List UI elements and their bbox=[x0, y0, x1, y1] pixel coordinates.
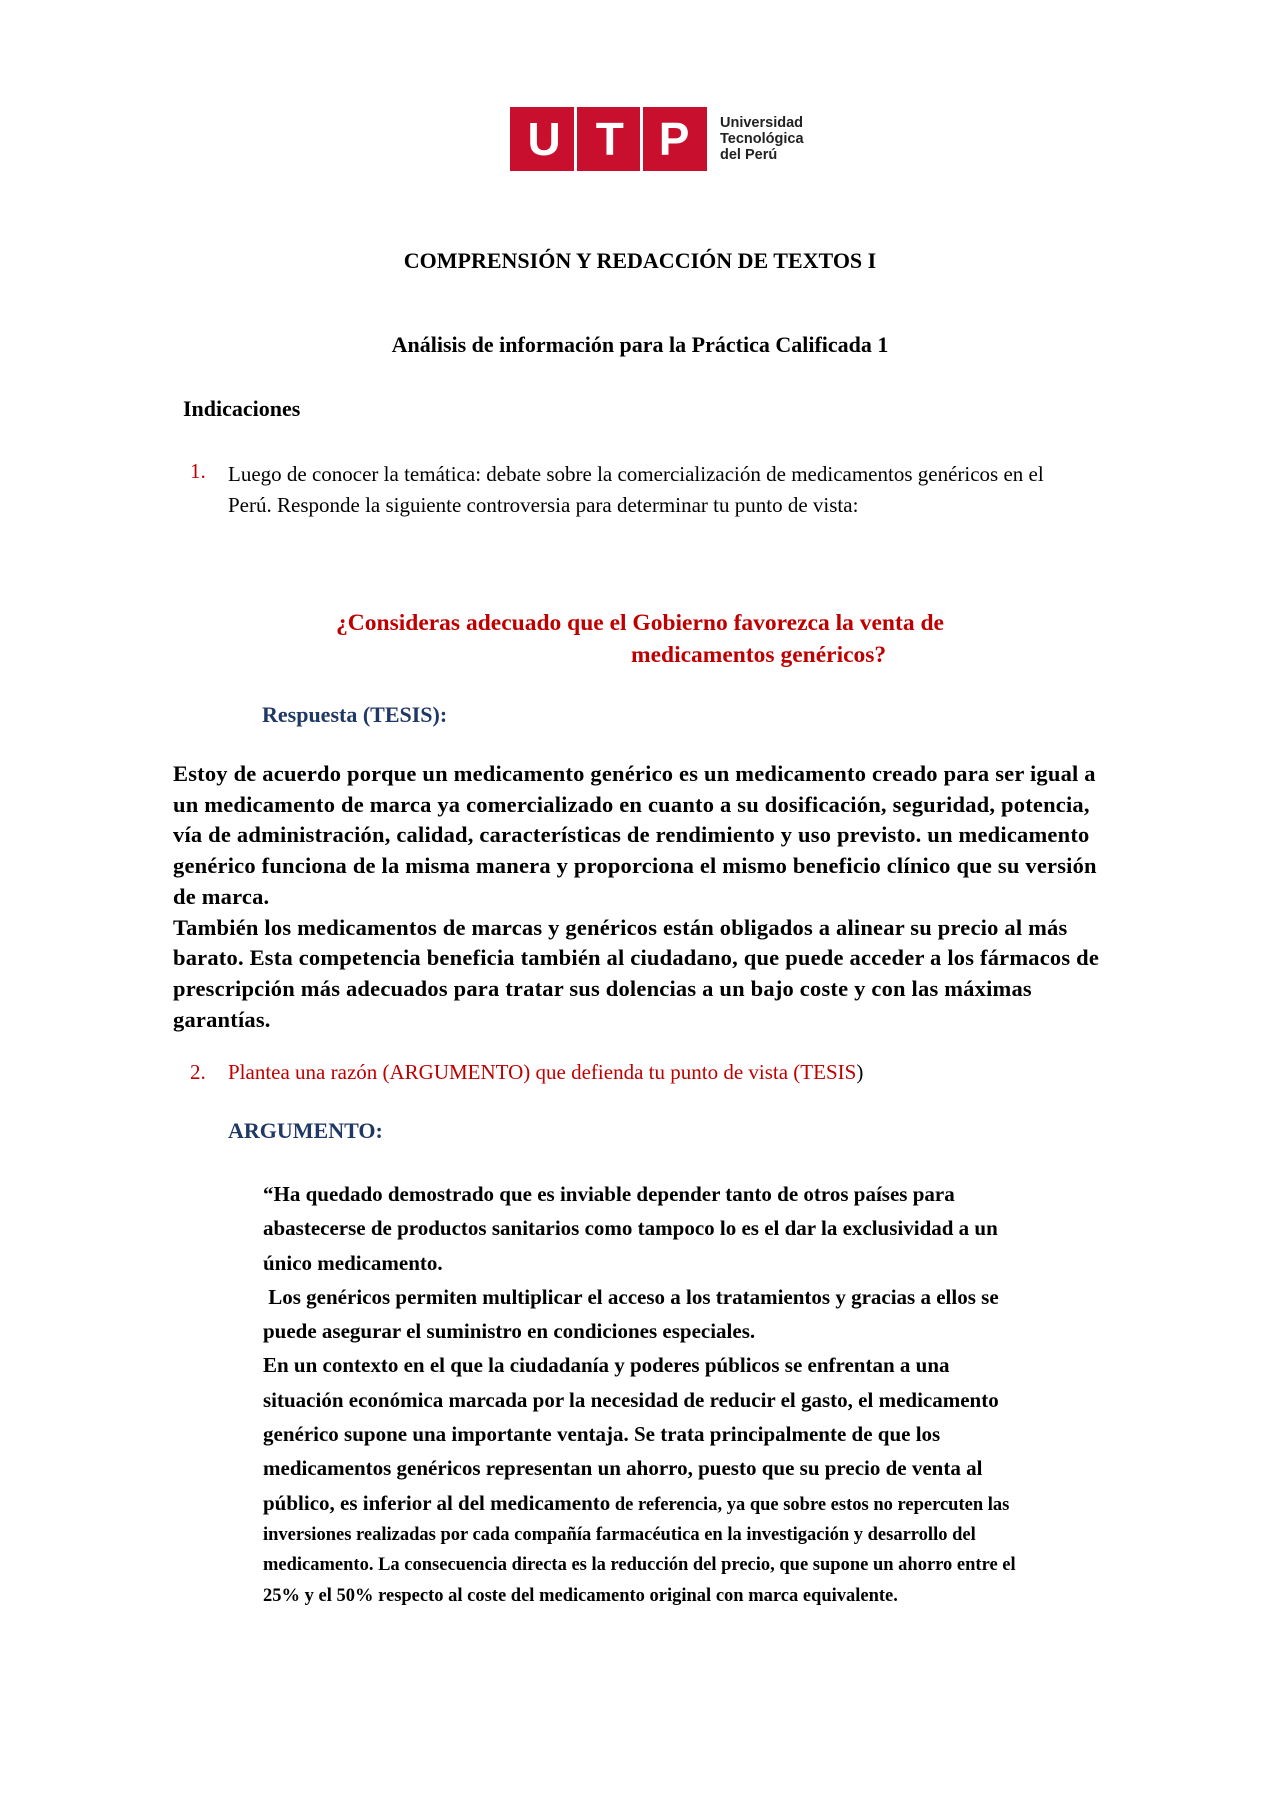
logo-separator bbox=[574, 107, 577, 171]
logo-text bbox=[720, 115, 804, 163]
logo-text-line: del Perú bbox=[720, 147, 778, 163]
logo-letter-u: U bbox=[527, 113, 561, 165]
list-number-2: 2. bbox=[190, 1060, 206, 1084]
list-item-1-text: Luego de conocer la temática: debate sobre la comercialización de medicamentos genéricos en el Perú. Responde la siguiente controversia para determinar tu punto de vista: bbox=[228, 462, 1044, 517]
argument-paragraph-tail: de referencia, ya que sobre estos no repercuten las inversiones realizadas por cada compañía farmacéutica en la investigación y desarrollo del medicamento. La consecuencia directa es la reducción del precio, que supone un ahorro entre el 25% y el 50% respecto al coste del medicamento original con marca equivalente. bbox=[263, 1494, 1016, 1606]
response-label: Respuesta (TESIS): bbox=[262, 702, 448, 727]
list-number-1: 1. bbox=[190, 459, 206, 483]
argument-label: ARGUMENTO: bbox=[228, 1118, 383, 1143]
thesis-text bbox=[173, 759, 1113, 1035]
argument-paragraph: Los genéricos permiten multiplicar el acceso a los tratamientos y gracias a ellos se puede asegurar el suministro en condiciones especiales. bbox=[263, 1284, 1004, 1344]
logo-letter-p: P bbox=[658, 113, 690, 165]
thesis-paragraph: También los medicamentos de marcas y genéricos están obligados a alinear su precio al más barato. Esta competencia beneficia también al ciudadano, que puede acceder a los fármacos de prescripción más adecuados para tratar sus dolencias a un bajo coste y con las máximas garantías. bbox=[173, 914, 1100, 1032]
argument-paragraph: “Ha quedado demostrado que es inviable depender tanto de otros países para abastecerse de productos sanitarios como tampoco lo es el dar la exclusividad a un único medicamento. bbox=[263, 1182, 998, 1275]
logo-separator bbox=[640, 107, 643, 171]
thesis-paragraph: Estoy de acuerdo porque un medicamento genérico es un medicamento creado para ser igual a un medicamento de marca ya comercializado en cuanto a su dosificación, seguridad, potencia, vía de administración, calidad, características de rendimiento y uso previsto. un medicamento genérico funciona de la misma manera y proporciona el mismo beneficio clínico que su versión de marca. bbox=[173, 761, 1097, 909]
argument-text bbox=[263, 1177, 1023, 1611]
utp-logo bbox=[510, 107, 810, 171]
logo-text-line: Tecnológica bbox=[720, 131, 804, 147]
logo-text-line: Universidad bbox=[720, 115, 803, 131]
logo-letters bbox=[510, 107, 707, 171]
document-title: COMPRENSIÓN Y REDACCIÓN DE TEXTOS I bbox=[403, 248, 877, 273]
list-item-2-text bbox=[228, 1060, 863, 1085]
argument-paragraph-main: En un contexto en el que la ciudadanía y poderes públicos se enfrentan a una situación económica marcada por la necesidad de reducir el gasto, el medicamento genérico supone una importante ventaja. Se trata principalmente de que los medicamentos genéricos representan un ahorro, puesto que su precio de venta al público, es inferior al del medicamento bbox=[263, 1353, 999, 1515]
list-item-2-closing: ) bbox=[856, 1060, 864, 1084]
argument-paragraph bbox=[263, 1348, 1023, 1610]
question-line-1: ¿Consideras adecuado que el Gobierno favorezca la venta de bbox=[336, 610, 944, 636]
list-item-2-body: Plantea una razón (ARGUMENTO) que defienda tu punto de vista (TESIS bbox=[228, 1060, 857, 1084]
section-heading-indicaciones: Indicaciones bbox=[183, 396, 301, 421]
question-line-2: medicamentos genéricos? bbox=[631, 642, 887, 668]
document-subtitle: Análisis de información para la Práctica Calificada 1 bbox=[391, 332, 889, 357]
logo-letter-t: T bbox=[595, 113, 624, 165]
